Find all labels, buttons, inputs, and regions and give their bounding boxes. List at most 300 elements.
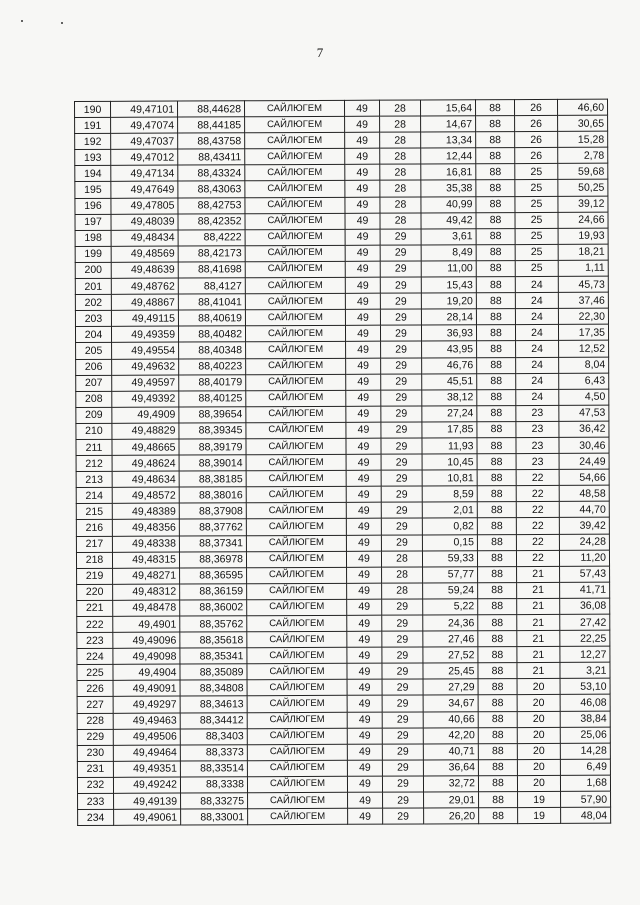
point-number-cell: 228	[77, 713, 113, 729]
location-name-cell: САЙЛЮГЕМ	[245, 116, 345, 133]
latitude-degrees-cell: 49	[347, 599, 382, 615]
longitude-degrees-cell: 88	[476, 180, 515, 196]
latitude-degrees-cell: 49	[346, 406, 381, 422]
latitude-minutes-cell: 29	[381, 357, 422, 373]
latitude-decimal-cell: 49,49506	[113, 729, 180, 745]
latitude-minutes-cell: 29	[381, 535, 422, 551]
longitude-degrees-cell: 88	[477, 550, 516, 566]
latitude-seconds-cell: 59,33	[422, 550, 477, 566]
table-row	[78, 807, 611, 825]
latitude-degrees-cell: 49	[347, 615, 382, 631]
point-number-cell: 234	[78, 809, 114, 825]
longitude-degrees-cell: 88	[478, 759, 517, 775]
longitude-seconds-cell: 53,10	[560, 679, 610, 695]
latitude-degrees-cell: 49	[345, 213, 380, 229]
longitude-decimal-cell: 88,40125	[179, 390, 246, 406]
latitude-degrees-cell: 49	[345, 325, 380, 341]
latitude-seconds-cell: 34,67	[423, 695, 478, 711]
point-number-cell: 220	[77, 584, 113, 600]
point-number-cell: 230	[77, 745, 113, 761]
scan-speck	[61, 22, 63, 24]
longitude-decimal-cell: 88,40348	[179, 342, 246, 358]
longitude-decimal-cell: 88,37762	[179, 519, 246, 535]
latitude-degrees-cell: 49	[346, 390, 381, 406]
longitude-minutes-cell: 21	[517, 647, 560, 663]
longitude-minutes-cell: 26	[515, 115, 558, 131]
longitude-minutes-cell: 25	[515, 228, 558, 244]
point-number-cell: 209	[76, 407, 112, 423]
latitude-seconds-cell: 5,22	[423, 599, 478, 615]
longitude-decimal-cell: 88,39014	[179, 455, 246, 471]
latitude-decimal-cell: 49,48572	[112, 487, 179, 503]
longitude-degrees-cell: 88	[477, 438, 516, 454]
longitude-minutes-cell: 25	[515, 196, 558, 212]
longitude-decimal-cell: 88,40482	[178, 326, 245, 342]
longitude-decimal-cell: 88,33275	[181, 793, 248, 809]
latitude-minutes-cell: 29	[381, 486, 422, 502]
latitude-minutes-cell: 29	[381, 422, 422, 438]
location-name-cell: САЙЛЮГЕМ	[246, 374, 346, 391]
longitude-decimal-cell: 88,34412	[180, 712, 247, 728]
longitude-minutes-cell: 20	[517, 775, 560, 791]
longitude-decimal-cell: 88,39179	[179, 439, 246, 455]
point-number-cell: 192	[75, 134, 111, 150]
longitude-decimal-cell: 88,42352	[178, 213, 245, 229]
latitude-seconds-cell: 29,01	[424, 792, 479, 808]
location-name-cell: САЙЛЮГЕМ	[247, 599, 347, 616]
longitude-decimal-cell: 88,33001	[181, 809, 248, 825]
longitude-minutes-cell: 25	[515, 244, 558, 260]
longitude-minutes-cell: 24	[515, 309, 558, 325]
point-number-cell: 191	[75, 117, 111, 133]
latitude-minutes-cell: 29	[382, 679, 423, 695]
longitude-seconds-cell: 36,42	[559, 421, 609, 437]
latitude-minutes-cell: 29	[383, 792, 424, 808]
longitude-degrees-cell: 88	[479, 808, 518, 824]
longitude-seconds-cell: 45,73	[558, 276, 608, 292]
longitude-seconds-cell: 24,66	[558, 212, 608, 228]
latitude-degrees-cell: 49	[347, 647, 382, 663]
longitude-degrees-cell: 88	[477, 373, 516, 389]
latitude-degrees-cell: 49	[347, 663, 382, 679]
latitude-seconds-cell: 35,38	[421, 180, 476, 196]
longitude-minutes-cell: 19	[518, 808, 561, 824]
latitude-degrees-cell: 49	[345, 181, 380, 197]
longitude-degrees-cell: 88	[478, 695, 517, 711]
latitude-degrees-cell: 49	[345, 229, 380, 245]
longitude-degrees-cell: 88	[478, 598, 517, 614]
longitude-seconds-cell: 48,04	[561, 807, 611, 823]
longitude-decimal-cell: 88,40179	[179, 374, 246, 390]
point-number-cell: 223	[77, 632, 113, 648]
point-number-cell: 201	[75, 278, 111, 294]
longitude-degrees-cell: 88	[477, 486, 516, 502]
longitude-decimal-cell: 88,36595	[180, 567, 247, 583]
longitude-degrees-cell: 88	[479, 792, 518, 808]
latitude-decimal-cell: 49,49554	[112, 342, 179, 358]
longitude-minutes-cell: 24	[516, 373, 559, 389]
point-number-cell: 216	[76, 520, 112, 536]
latitude-seconds-cell: 27,46	[423, 631, 478, 647]
longitude-degrees-cell: 88	[477, 454, 516, 470]
location-name-cell: САЙЛЮГЕМ	[246, 406, 346, 423]
longitude-minutes-cell: 22	[516, 518, 559, 534]
longitude-minutes-cell: 24	[516, 357, 559, 373]
latitude-minutes-cell: 28	[380, 197, 421, 213]
longitude-seconds-cell: 59,68	[558, 164, 608, 180]
longitude-minutes-cell: 20	[517, 695, 560, 711]
longitude-decimal-cell: 88,36159	[180, 584, 247, 600]
latitude-decimal-cell: 49,47649	[111, 182, 178, 198]
location-name-cell: САЙЛЮГЕМ	[245, 213, 345, 230]
location-name-cell: САЙЛЮГЕМ	[247, 631, 347, 648]
latitude-seconds-cell: 40,66	[423, 711, 478, 727]
location-name-cell: САЙЛЮГЕМ	[246, 535, 346, 552]
location-name-cell: САЙЛЮГЕМ	[247, 567, 347, 584]
longitude-minutes-cell: 22	[516, 486, 559, 502]
longitude-degrees-cell: 88	[477, 421, 516, 437]
longitude-degrees-cell: 88	[478, 631, 517, 647]
latitude-seconds-cell: 49,42	[421, 212, 476, 228]
longitude-seconds-cell: 6,43	[559, 373, 609, 389]
latitude-minutes-cell: 29	[382, 760, 423, 776]
latitude-decimal-cell: 49,48356	[112, 519, 179, 535]
longitude-seconds-cell: 4,50	[559, 389, 609, 405]
longitude-minutes-cell: 19	[518, 791, 561, 807]
location-name-cell: САЙЛЮГЕМ	[245, 310, 345, 327]
latitude-minutes-cell: 29	[381, 502, 422, 518]
longitude-minutes-cell: 24	[515, 325, 558, 341]
latitude-minutes-cell: 29	[381, 390, 422, 406]
longitude-decimal-cell: 88,4127	[178, 278, 245, 294]
longitude-seconds-cell: 38,84	[560, 711, 610, 727]
latitude-decimal-cell: 49,49297	[113, 697, 180, 713]
longitude-degrees-cell: 88	[477, 470, 516, 486]
point-number-cell: 204	[75, 327, 111, 343]
longitude-minutes-cell: 23	[516, 405, 559, 421]
point-number-cell: 194	[75, 166, 111, 182]
latitude-degrees-cell: 49	[347, 744, 382, 760]
location-name-cell: САЙЛЮГЕМ	[247, 680, 347, 697]
location-name-cell: САЙЛЮГЕМ	[246, 551, 346, 568]
latitude-seconds-cell: 42,20	[423, 727, 478, 743]
longitude-seconds-cell: 37,46	[558, 292, 608, 308]
longitude-decimal-cell: 88,35618	[180, 632, 247, 648]
longitude-minutes-cell: 21	[517, 630, 560, 646]
latitude-decimal-cell: 49,47012	[111, 149, 178, 165]
longitude-minutes-cell: 20	[517, 743, 560, 759]
longitude-minutes-cell: 23	[516, 421, 559, 437]
latitude-minutes-cell: 28	[380, 132, 421, 148]
longitude-seconds-cell: 3,21	[560, 662, 610, 678]
point-number-cell: 233	[78, 793, 114, 809]
longitude-seconds-cell: 36,08	[560, 598, 610, 614]
longitude-decimal-cell: 88,44185	[178, 117, 245, 133]
point-number-cell: 229	[77, 729, 113, 745]
longitude-minutes-cell: 25	[515, 180, 558, 196]
longitude-minutes-cell: 25	[515, 212, 558, 228]
longitude-degrees-cell: 88	[476, 244, 515, 260]
longitude-degrees-cell: 88	[477, 405, 516, 421]
longitude-decimal-cell: 88,44628	[178, 101, 245, 117]
latitude-decimal-cell: 49,48634	[112, 471, 179, 487]
latitude-degrees-cell: 49	[345, 116, 380, 132]
latitude-decimal-cell: 49,48569	[111, 246, 178, 262]
longitude-decimal-cell: 88,41041	[178, 294, 245, 310]
longitude-decimal-cell: 88,34613	[180, 696, 247, 712]
location-name-cell: САЙЛЮГЕМ	[247, 728, 347, 745]
latitude-seconds-cell: 28,14	[421, 309, 476, 325]
latitude-decimal-cell: 49,49463	[113, 713, 180, 729]
latitude-seconds-cell: 27,29	[423, 679, 478, 695]
latitude-minutes-cell: 29	[381, 518, 422, 534]
longitude-seconds-cell: 19,93	[558, 228, 608, 244]
location-name-cell: САЙЛЮГЕМ	[245, 261, 345, 278]
point-number-cell: 219	[77, 568, 113, 584]
longitude-seconds-cell: 8,04	[559, 357, 609, 373]
latitude-degrees-cell: 49	[347, 583, 382, 599]
latitude-degrees-cell: 49	[345, 277, 380, 293]
longitude-seconds-cell: 25,06	[560, 727, 610, 743]
latitude-minutes-cell: 29	[383, 808, 424, 824]
longitude-minutes-cell: 22	[516, 534, 559, 550]
latitude-minutes-cell: 29	[382, 647, 423, 663]
longitude-seconds-cell: 57,90	[561, 791, 611, 807]
longitude-minutes-cell: 26	[515, 132, 558, 148]
longitude-minutes-cell: 20	[517, 679, 560, 695]
longitude-decimal-cell: 88,43758	[178, 133, 245, 149]
latitude-degrees-cell: 49	[345, 197, 380, 213]
location-name-cell: САЙЛЮГЕМ	[246, 503, 346, 520]
longitude-seconds-cell: 41,71	[560, 582, 610, 598]
latitude-decimal-cell: 49,48829	[112, 423, 179, 439]
latitude-decimal-cell: 49,49359	[111, 326, 178, 342]
latitude-degrees-cell: 49	[345, 132, 380, 148]
location-name-cell: САЙЛЮГЕМ	[245, 326, 345, 343]
latitude-minutes-cell: 29	[382, 631, 423, 647]
location-name-cell: САЙЛЮГЕМ	[246, 470, 346, 487]
latitude-minutes-cell: 29	[380, 277, 421, 293]
latitude-minutes-cell: 29	[380, 325, 421, 341]
longitude-seconds-cell: 15,28	[558, 131, 608, 147]
longitude-degrees-cell: 88	[476, 196, 515, 212]
point-number-cell: 207	[76, 375, 112, 391]
latitude-degrees-cell: 49	[344, 100, 379, 116]
point-number-cell: 221	[77, 600, 113, 616]
longitude-minutes-cell: 24	[516, 341, 559, 357]
longitude-decimal-cell: 88,3373	[180, 744, 247, 760]
location-name-cell: САЙЛЮГЕМ	[245, 100, 345, 117]
longitude-seconds-cell: 44,70	[559, 502, 609, 518]
point-number-cell: 198	[75, 230, 111, 246]
point-number-cell: 208	[76, 391, 112, 407]
longitude-degrees-cell: 88	[478, 679, 517, 695]
longitude-decimal-cell: 88,37341	[179, 535, 246, 551]
location-name-cell: САЙЛЮГЕМ	[245, 245, 345, 262]
latitude-decimal-cell: 49,48434	[111, 230, 178, 246]
latitude-seconds-cell: 24,36	[423, 615, 478, 631]
latitude-minutes-cell: 28	[380, 180, 421, 196]
longitude-degrees-cell: 88	[478, 582, 517, 598]
longitude-degrees-cell: 88	[476, 148, 515, 164]
latitude-minutes-cell: 29	[380, 245, 421, 261]
latitude-seconds-cell: 15,43	[421, 277, 476, 293]
latitude-decimal-cell: 49,48039	[111, 214, 178, 230]
longitude-degrees-cell: 88	[477, 518, 516, 534]
latitude-decimal-cell: 49,48338	[112, 536, 179, 552]
longitude-seconds-cell: 47,53	[559, 405, 609, 421]
latitude-minutes-cell: 29	[382, 776, 423, 792]
latitude-degrees-cell: 49	[346, 470, 381, 486]
longitude-decimal-cell: 88,40619	[178, 310, 245, 326]
latitude-decimal-cell: 49,49597	[112, 375, 179, 391]
location-name-cell: САЙЛЮГЕМ	[246, 454, 346, 471]
latitude-decimal-cell: 49,49096	[113, 632, 180, 648]
location-name-cell: САЙЛЮГЕМ	[247, 776, 347, 793]
latitude-minutes-cell: 28	[380, 213, 421, 229]
point-number-cell: 215	[76, 504, 112, 520]
longitude-minutes-cell: 20	[517, 727, 560, 743]
latitude-decimal-cell: 49,49091	[113, 680, 180, 696]
latitude-seconds-cell: 10,81	[422, 470, 477, 486]
location-name-cell: САЙЛЮГЕМ	[245, 165, 345, 182]
longitude-decimal-cell: 88,36978	[179, 551, 246, 567]
latitude-seconds-cell: 13,34	[421, 132, 476, 148]
longitude-seconds-cell: 6,49	[560, 759, 610, 775]
longitude-seconds-cell: 39,42	[559, 518, 609, 534]
longitude-degrees-cell: 88	[478, 663, 517, 679]
longitude-seconds-cell: 12,27	[560, 646, 610, 662]
longitude-decimal-cell: 88,43411	[178, 149, 245, 165]
longitude-minutes-cell: 22	[516, 502, 559, 518]
latitude-degrees-cell: 49	[347, 680, 382, 696]
longitude-degrees-cell: 88	[478, 647, 517, 663]
longitude-minutes-cell: 23	[516, 453, 559, 469]
coordinates-table	[74, 99, 611, 827]
longitude-decimal-cell: 88,35341	[180, 648, 247, 664]
point-number-cell: 200	[75, 262, 111, 278]
latitude-decimal-cell: 49,49139	[114, 793, 181, 809]
longitude-degrees-cell: 88	[478, 727, 517, 743]
latitude-degrees-cell: 49	[346, 503, 381, 519]
latitude-seconds-cell: 2,01	[422, 502, 477, 518]
longitude-decimal-cell: 88,40223	[179, 358, 246, 374]
latitude-decimal-cell: 49,48867	[111, 294, 178, 310]
location-name-cell: САЙЛЮГЕМ	[246, 422, 346, 439]
latitude-degrees-cell: 49	[346, 535, 381, 551]
latitude-minutes-cell: 28	[382, 583, 423, 599]
point-number-cell: 210	[76, 423, 112, 439]
longitude-seconds-cell: 17,35	[558, 324, 608, 340]
longitude-seconds-cell: 24,49	[559, 453, 609, 469]
longitude-decimal-cell: 88,43324	[178, 165, 245, 181]
latitude-seconds-cell: 11,00	[421, 261, 476, 277]
latitude-minutes-cell: 29	[381, 470, 422, 486]
longitude-minutes-cell: 21	[517, 663, 560, 679]
latitude-seconds-cell: 11,93	[422, 438, 477, 454]
latitude-minutes-cell: 29	[380, 293, 421, 309]
longitude-seconds-cell: 11,20	[559, 550, 609, 566]
latitude-seconds-cell: 15,64	[420, 100, 475, 116]
coordinates-table-container	[74, 99, 611, 827]
latitude-degrees-cell: 49	[346, 486, 381, 502]
latitude-minutes-cell: 29	[382, 599, 423, 615]
longitude-degrees-cell: 88	[476, 132, 515, 148]
longitude-seconds-cell: 24,28	[559, 534, 609, 550]
latitude-seconds-cell: 16,81	[421, 164, 476, 180]
location-name-cell: САЙЛЮГЕМ	[246, 390, 346, 407]
longitude-minutes-cell: 24	[516, 389, 559, 405]
longitude-seconds-cell: 30,65	[558, 115, 608, 131]
latitude-minutes-cell: 29	[381, 406, 422, 422]
longitude-minutes-cell: 24	[515, 276, 558, 292]
latitude-degrees-cell: 49	[347, 567, 382, 583]
longitude-minutes-cell: 24	[515, 293, 558, 309]
latitude-decimal-cell: 49,48665	[112, 439, 179, 455]
point-number-cell: 217	[76, 536, 112, 552]
latitude-minutes-cell: 29	[381, 454, 422, 470]
longitude-degrees-cell: 88	[476, 212, 515, 228]
latitude-decimal-cell: 49,49115	[111, 310, 178, 326]
latitude-minutes-cell: 29	[381, 438, 422, 454]
longitude-decimal-cell: 88,39345	[179, 423, 246, 439]
latitude-minutes-cell: 29	[382, 744, 423, 760]
latitude-minutes-cell: 29	[380, 261, 421, 277]
latitude-seconds-cell: 3,61	[421, 228, 476, 244]
latitude-decimal-cell: 49,49242	[113, 777, 180, 793]
latitude-degrees-cell: 49	[347, 776, 382, 792]
location-name-cell: САЙЛЮГЕМ	[247, 648, 347, 665]
latitude-seconds-cell: 45,51	[422, 373, 477, 389]
location-name-cell: САЙЛЮГЕМ	[247, 760, 347, 777]
latitude-decimal-cell: 49,49098	[113, 648, 180, 664]
latitude-minutes-cell: 29	[382, 728, 423, 744]
latitude-minutes-cell: 28	[379, 100, 420, 116]
latitude-seconds-cell: 40,99	[421, 196, 476, 212]
latitude-decimal-cell: 49,48389	[112, 503, 179, 519]
latitude-decimal-cell: 49,49351	[113, 761, 180, 777]
longitude-minutes-cell: 20	[517, 759, 560, 775]
longitude-degrees-cell: 88	[477, 534, 516, 550]
point-number-cell: 199	[75, 246, 111, 262]
point-number-cell: 195	[75, 182, 111, 198]
location-name-cell: САЙЛЮГЕМ	[245, 133, 345, 150]
latitude-seconds-cell: 40,71	[423, 743, 478, 759]
longitude-minutes-cell: 21	[517, 598, 560, 614]
longitude-seconds-cell: 1,68	[560, 775, 610, 791]
point-number-cell: 203	[75, 311, 111, 327]
latitude-degrees-cell: 49	[345, 245, 380, 261]
point-number-cell: 225	[77, 665, 113, 681]
latitude-minutes-cell: 29	[380, 229, 421, 245]
point-number-cell: 196	[75, 198, 111, 214]
latitude-degrees-cell: 49	[346, 438, 381, 454]
point-number-cell: 213	[76, 471, 112, 487]
latitude-degrees-cell: 49	[346, 551, 381, 567]
page-number: 7	[316, 45, 324, 60]
longitude-seconds-cell: 54,66	[559, 469, 609, 485]
point-number-cell: 211	[76, 439, 112, 455]
latitude-decimal-cell: 49,4909	[112, 407, 179, 423]
location-name-cell: САЙЛЮГЕМ	[246, 438, 346, 455]
longitude-minutes-cell: 23	[516, 437, 559, 453]
latitude-degrees-cell: 49	[346, 454, 381, 470]
longitude-decimal-cell: 88,33514	[180, 761, 247, 777]
point-number-cell: 231	[77, 761, 113, 777]
latitude-decimal-cell: 49,49061	[114, 809, 181, 825]
latitude-seconds-cell: 57,77	[423, 566, 478, 582]
longitude-degrees-cell: 88	[476, 293, 515, 309]
